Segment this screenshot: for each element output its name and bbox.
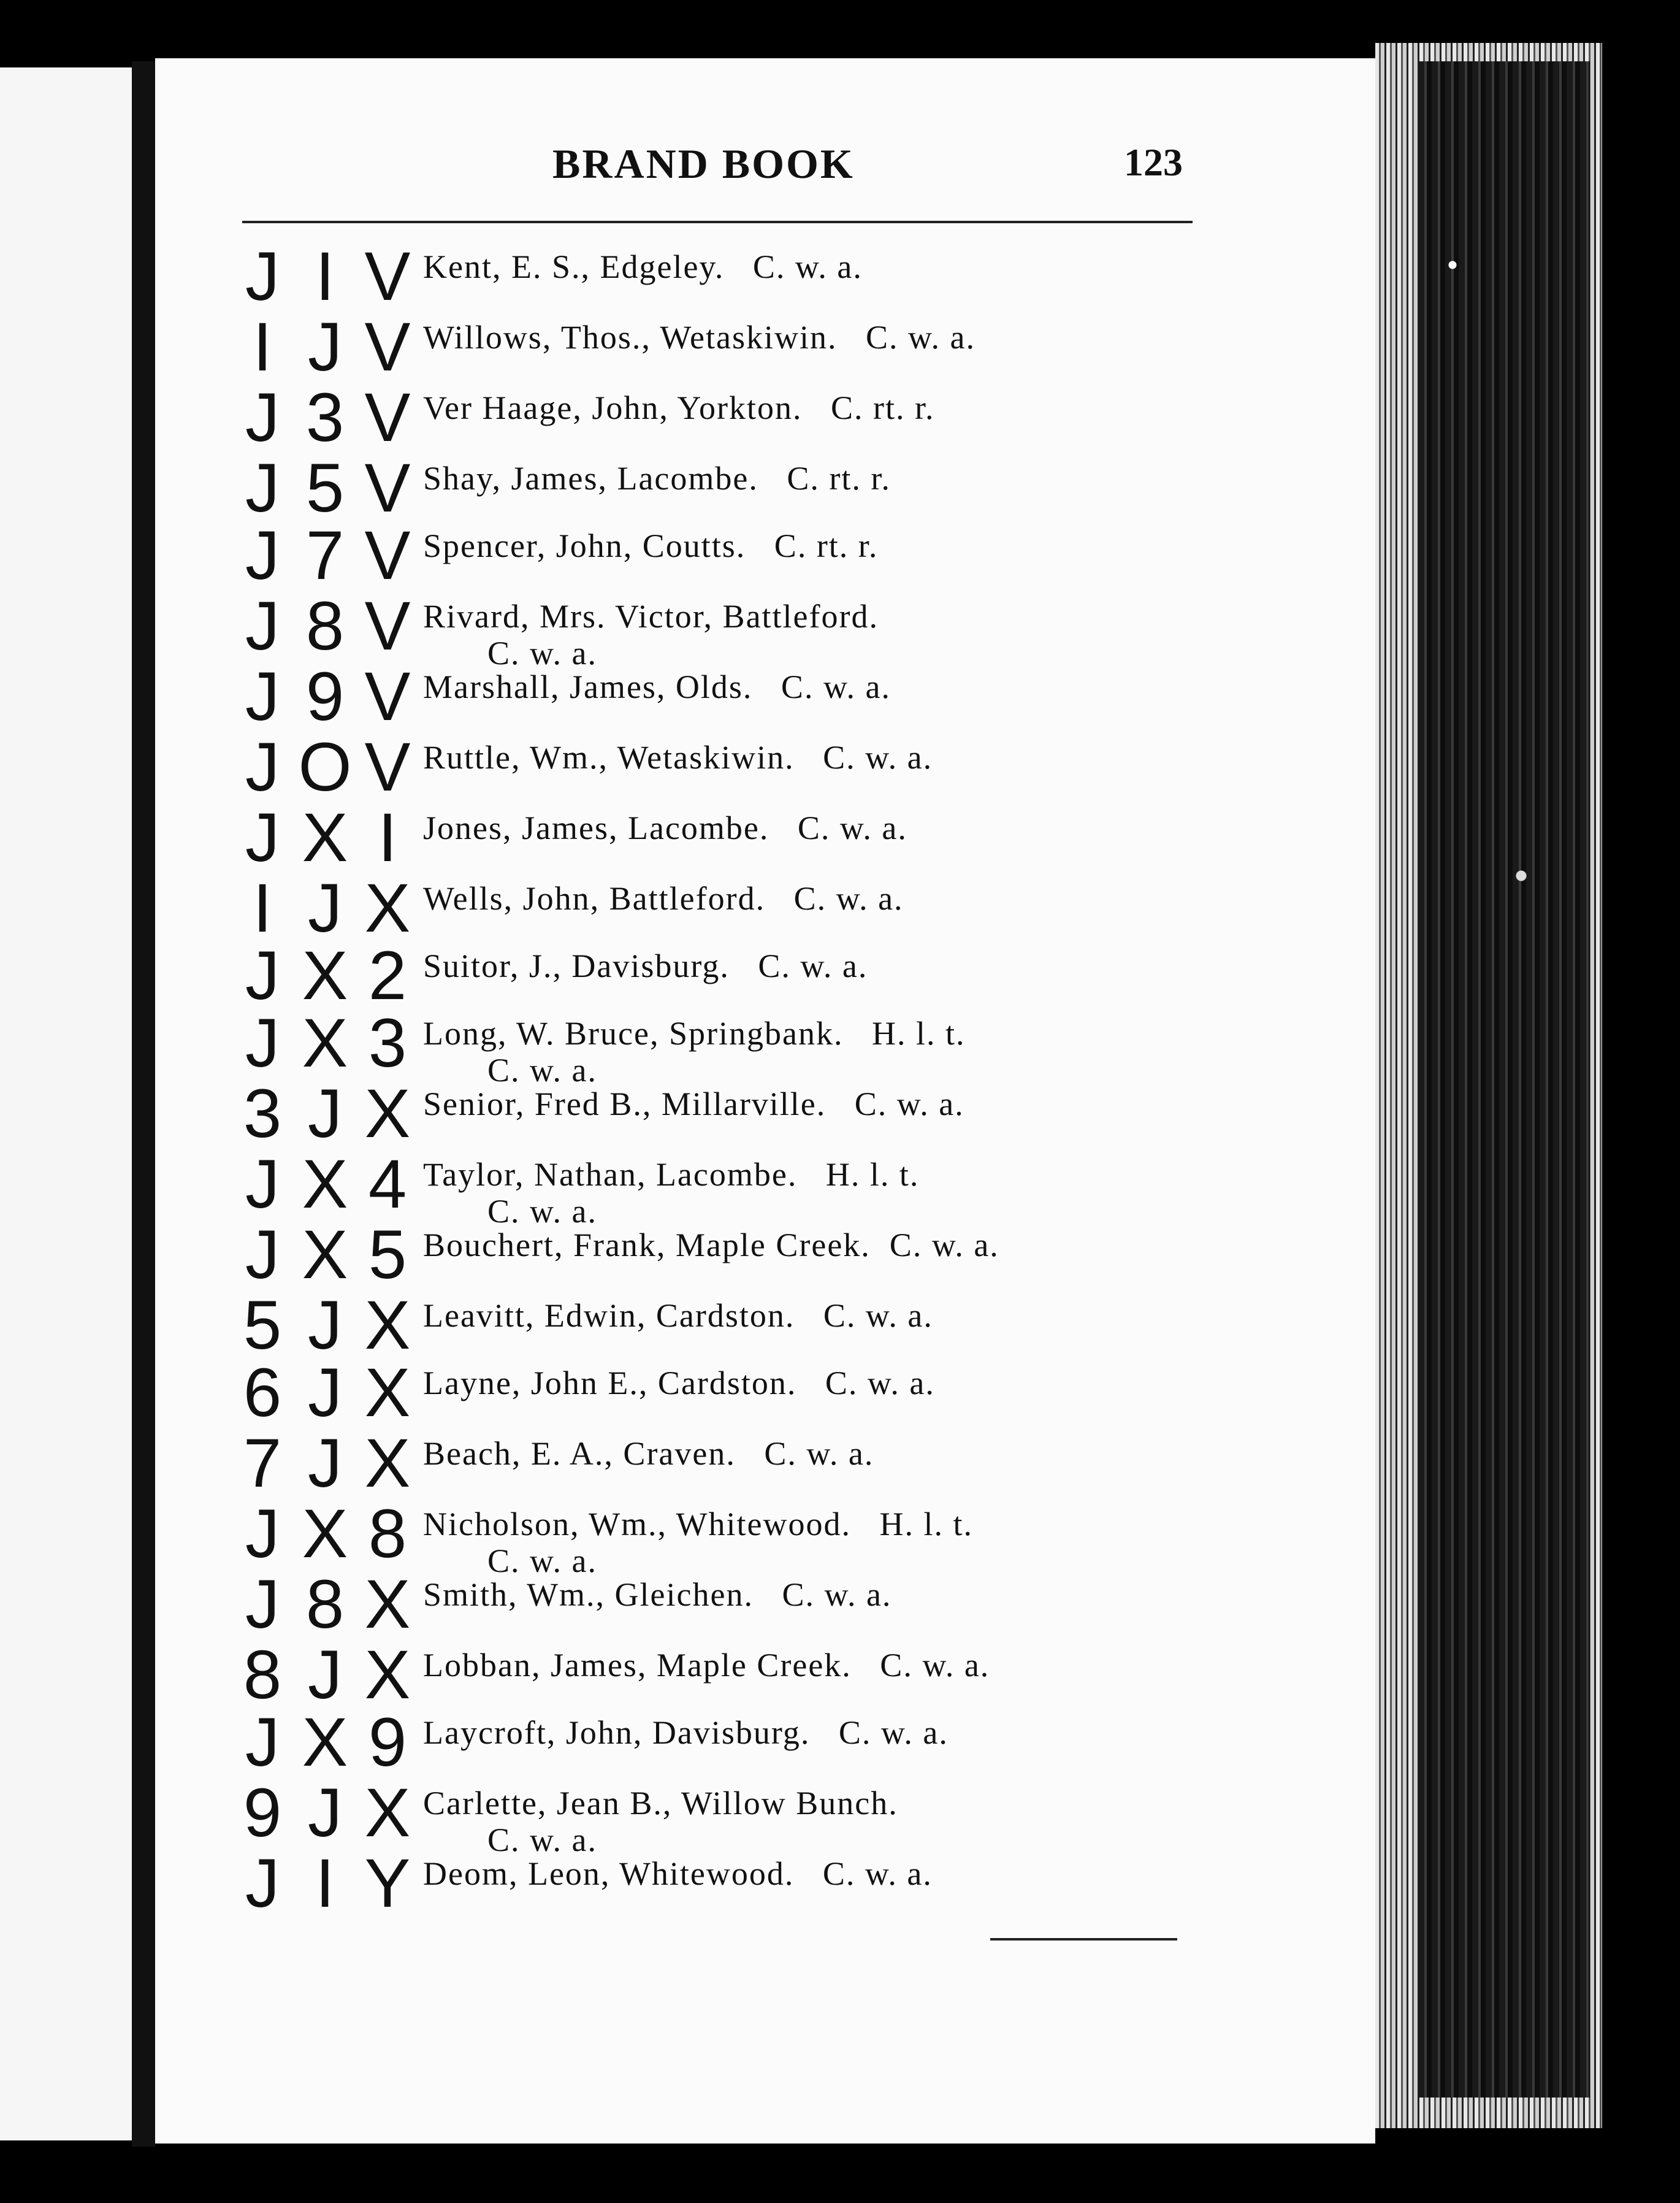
brand-mark (233, 1216, 417, 1293)
brand-character: O (298, 729, 352, 805)
brand-character: X (364, 1075, 411, 1152)
end-rule (990, 1938, 1177, 1941)
brand-character: J (308, 1425, 342, 1501)
brand-character: I (253, 870, 272, 946)
brand-character: 8 (305, 1566, 345, 1642)
brand-character: 3 (368, 1005, 407, 1081)
brand-character: J (308, 1774, 342, 1851)
brand-character: J (308, 1354, 342, 1431)
brand-character: 8 (368, 1495, 407, 1572)
brand-mark (233, 588, 417, 664)
owner-name-location: Ver Haage, John, Yorkton. C. rt. r. (423, 389, 935, 426)
owner-record (423, 669, 1435, 705)
owner-record (423, 1015, 1435, 1089)
brand-mark (233, 450, 417, 526)
brand-mark (233, 308, 417, 385)
brand-mark (233, 517, 417, 594)
owner-record (423, 1297, 1435, 1334)
brand-mark (233, 1566, 417, 1642)
owner-name-location: Leavitt, Edwin, Cardston. C. w. a. (423, 1297, 933, 1334)
owner-record (423, 1365, 1435, 1401)
brand-entry (233, 1566, 1214, 1642)
brand-character: I (253, 308, 272, 385)
brand-location-code: C. w. a. (487, 1822, 597, 1858)
owner-record (423, 1156, 1435, 1230)
brand-character: J (245, 1845, 280, 1921)
brand-character: J (308, 1075, 342, 1152)
brand-entry (233, 729, 1214, 805)
brand-mark (233, 729, 417, 805)
brand-mark (233, 937, 417, 1014)
brand-character: X (302, 1704, 348, 1780)
owner-name-location: Smith, Wm., Gleichen. C. w. a. (423, 1576, 892, 1613)
brand-entry (233, 1354, 1214, 1431)
brand-mark (233, 1845, 417, 1921)
brand-character: 5 (243, 1287, 282, 1363)
owner-record (423, 248, 1435, 285)
owner-name-location: Taylor, Nathan, Lacombe. H. l. t. (423, 1156, 920, 1193)
owner-name-location: Deom, Leon, Whitewood. C. w. a. (423, 1855, 933, 1892)
brand-character: J (245, 1495, 280, 1572)
brand-character: X (364, 1287, 411, 1363)
brand-mark (233, 1005, 417, 1081)
page-number: 123 (1124, 140, 1183, 184)
brand-character: 8 (305, 588, 345, 664)
owner-name-location: Lobban, James, Maple Creek. C. w. a. (423, 1647, 990, 1684)
brand-character: J (308, 870, 342, 946)
brand-character: 8 (243, 1636, 282, 1713)
brand-character: 3 (243, 1075, 282, 1152)
owner-name-location: Shay, James, Lacombe. C. rt. r. (423, 460, 891, 497)
brand-mark (233, 1425, 417, 1501)
owner-record (423, 527, 1435, 564)
brand-character: J (245, 1566, 280, 1642)
brand-character: I (378, 799, 397, 876)
brand-mark (233, 1287, 417, 1363)
owner-name-location: Rivard, Mrs. Victor, Battleford. (423, 598, 879, 635)
brand-entry (233, 588, 1214, 672)
owner-name-location: Ruttle, Wm., Wetaskiwin. C. w. a. (423, 739, 933, 776)
owner-record (423, 1576, 1435, 1613)
owner-name-location: Layne, John E., Cardston. C. w. a. (423, 1365, 935, 1401)
owner-name-location: Beach, E. A., Craven. C. w. a. (423, 1435, 874, 1472)
brand-entry (233, 238, 1214, 315)
brand-character: J (245, 450, 280, 526)
brand-mark (233, 799, 417, 876)
owner-record (423, 598, 1435, 672)
brand-character: X (364, 1425, 411, 1501)
brand-character: 9 (368, 1704, 407, 1780)
brand-character: X (364, 1774, 411, 1851)
brand-location-code: C. w. a. (487, 1193, 597, 1230)
brand-character: J (245, 588, 280, 664)
brand-character: X (364, 870, 411, 946)
owner-record (423, 1714, 1435, 1751)
owner-record (423, 1227, 1435, 1263)
brand-entry (233, 1287, 1214, 1363)
brand-character: J (308, 1287, 342, 1363)
brand-character: J (245, 1146, 280, 1222)
brand-location-code: C. w. a. (487, 1542, 597, 1579)
brand-mark (233, 1704, 417, 1780)
owner-record (423, 1086, 1435, 1122)
brand-character: I (315, 238, 335, 315)
brand-mark (233, 1636, 417, 1713)
brand-character: X (364, 1566, 411, 1642)
brand-character: 5 (305, 450, 345, 526)
page-header (155, 140, 1222, 195)
owner-name-location: Willows, Thos., Wetaskiwin. C. w. a. (423, 319, 976, 356)
brand-entry (233, 1636, 1214, 1713)
header-rule (242, 221, 1193, 223)
brand-character: X (302, 1495, 348, 1572)
brand-mark (233, 379, 417, 456)
owner-record (423, 810, 1435, 846)
brand-character: X (302, 1216, 348, 1293)
owner-name-location: Long, W. Bruce, Springbank. H. l. t. (423, 1015, 966, 1052)
brand-entry (233, 1704, 1214, 1780)
owner-name-location: Marshall, James, Olds. C. w. a. (423, 669, 891, 705)
brand-character: V (364, 517, 411, 594)
owner-record (423, 1435, 1435, 1472)
brand-entry (233, 450, 1214, 526)
owner-name-location: Suitor, J., Davisburg. C. w. a. (423, 948, 868, 984)
owner-name-location: Spencer, John, Coutts. C. rt. r. (423, 527, 879, 564)
owner-name-location: Senior, Fred B., Millarville. C. w. a. (423, 1086, 964, 1122)
brand-mark (233, 1075, 417, 1152)
brand-character: V (364, 308, 411, 385)
brand-character: J (245, 1005, 280, 1081)
owner-name-location: Kent, E. S., Edgeley. C. w. a. (423, 248, 863, 285)
owner-record (423, 389, 1435, 426)
owner-record (423, 948, 1435, 984)
brand-character: V (364, 379, 411, 456)
brand-character: X (364, 1354, 411, 1431)
brand-character: X (302, 1005, 348, 1081)
brand-character: 2 (368, 937, 407, 1014)
brand-character: J (308, 308, 342, 385)
owner-name-location: Bouchert, Frank, Maple Creek. C. w. a. (423, 1227, 999, 1263)
brand-character: J (245, 517, 280, 594)
brand-location-code: C. w. a. (487, 1052, 597, 1089)
brand-character: V (364, 729, 411, 805)
owner-name-location: Wells, John, Battleford. C. w. a. (423, 880, 904, 917)
owner-record (423, 1785, 1435, 1858)
owner-record (423, 460, 1435, 497)
facing-page (0, 67, 132, 2140)
brand-location-code: C. w. a. (487, 635, 597, 672)
brand-character: 7 (305, 517, 345, 594)
brand-character: V (364, 238, 411, 315)
brand-entry (233, 379, 1214, 456)
brand-character: J (245, 658, 280, 735)
brand-character: X (302, 1146, 348, 1222)
brand-character: J (245, 1216, 280, 1293)
brand-entry (233, 799, 1214, 876)
brand-character: I (315, 1845, 335, 1921)
running-title: BRAND BOOK (552, 140, 855, 187)
brand-mark (233, 1146, 417, 1222)
brand-entry (233, 1495, 1214, 1579)
brand-entry (233, 1845, 1214, 1921)
owner-record (423, 880, 1435, 917)
brand-mark (233, 238, 417, 315)
brand-mark (233, 1774, 417, 1851)
brand-character: V (364, 658, 411, 735)
brand-character: J (308, 1636, 342, 1713)
owner-name-location: Carlette, Jean B., Willow Bunch. (423, 1785, 898, 1822)
brand-mark (233, 1354, 417, 1431)
brand-entry (233, 517, 1214, 594)
brand-character: J (245, 379, 280, 456)
owner-name-location: Laycroft, John, Davisburg. C. w. a. (423, 1714, 949, 1751)
brand-character: X (302, 937, 348, 1014)
brand-character: J (245, 729, 280, 805)
brand-character: J (245, 799, 280, 876)
brand-character: X (364, 1636, 411, 1713)
owner-name-location: Jones, James, Lacombe. C. w. a. (423, 810, 907, 846)
brand-character: 9 (305, 658, 345, 735)
brand-character: 3 (305, 379, 345, 456)
brand-mark (233, 870, 417, 946)
brand-character: J (245, 937, 280, 1014)
owner-record (423, 1855, 1435, 1892)
brand-entry (233, 1774, 1214, 1858)
brand-entry (233, 1216, 1214, 1293)
owner-record (423, 1647, 1435, 1684)
owner-record (423, 319, 1435, 356)
brand-entry (233, 658, 1214, 735)
brand-character: Y (364, 1845, 411, 1921)
page-edges-texture (1418, 61, 1590, 2098)
owner-name-location: Nicholson, Wm., Whitewood. H. l. t. (423, 1506, 973, 1542)
brand-entry (233, 937, 1214, 1014)
brand-mark (233, 1495, 417, 1572)
book-gutter (132, 61, 155, 2147)
brand-character: V (364, 588, 411, 664)
brand-entry (233, 1075, 1214, 1152)
brand-entry (233, 1146, 1214, 1230)
brand-character: 7 (243, 1425, 282, 1501)
brand-entry (233, 308, 1214, 385)
brand-character: 6 (243, 1354, 282, 1431)
brand-character: V (364, 450, 411, 526)
brand-entry (233, 870, 1214, 946)
brand-mark (233, 658, 417, 735)
owner-record (423, 739, 1435, 776)
brand-character: J (245, 1704, 280, 1780)
owner-record (423, 1506, 1435, 1579)
brand-character: X (302, 799, 348, 876)
brand-character: 5 (368, 1216, 407, 1293)
brand-character: 9 (243, 1774, 282, 1851)
brand-entry (233, 1005, 1214, 1089)
brand-character: J (245, 238, 280, 315)
brand-entry (233, 1425, 1214, 1501)
brand-character: 4 (368, 1146, 407, 1222)
